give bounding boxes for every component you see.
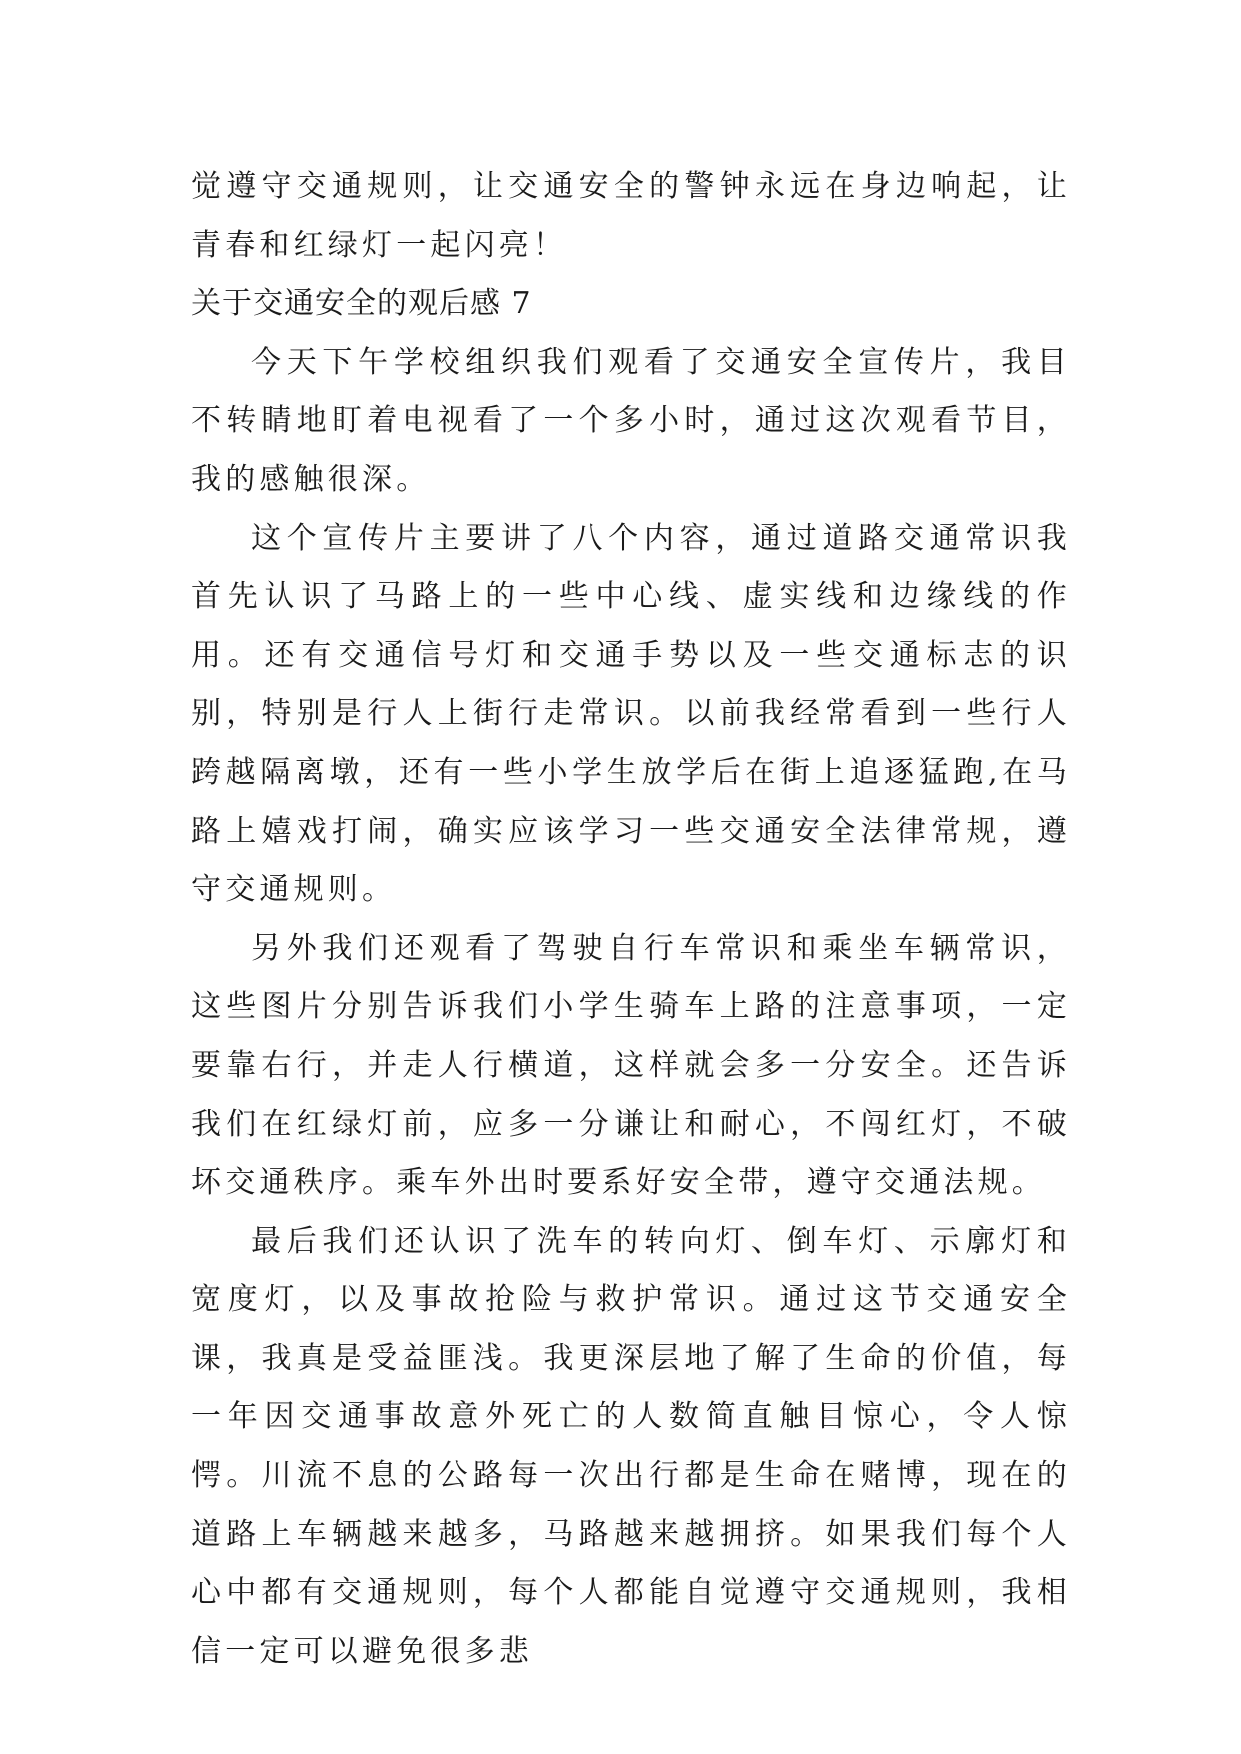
- paragraph-2: 这个宣传片主要讲了八个内容，通过道路交通常识我首先认识了马路上的一些中心线、虚实线和边缘线的作用。还有交通信号灯和交通手势以及一些交通标志的识别，特别是行人上街行走常识。以前我经常看到一些行人跨越隔离墩，还有一些小学生放学后在街上追逐猛跑,在马路上嬉戏打闹，确实应该学习一些交通安全法律常规，遵守交通规则。: [191, 520, 1071, 908]
- document-body: [191, 158, 1071, 1681]
- continued-paragraph: 觉遵守交通规则，让交通安全的警钟永远在身边响起，让青春和红绿灯一起闪亮！: [191, 169, 1071, 263]
- paragraph-3: 另外我们还观看了驾驶自行车常识和乘坐车辆常识，这些图片分别告诉我们小学生骑车上路的注意事项，一定要靠右行，并走人行横道，这样就会多一分安全。还告诉我们在红绿灯前，应多一分谦让和耐心，不闯红灯，不破坏交通秩序。乘车外出时要系好安全带，遵守交通法规。: [191, 930, 1071, 1201]
- paragraph-1: 今天下午学校组织我们观看了交通安全宣传片，我目不转睛地盯着电视看了一个多小时，通过这次观看节目，我的感触很深。: [191, 344, 1071, 497]
- section-title: 关于交通安全的观后感 7: [191, 286, 532, 322]
- paragraph-4: 最后我们还认识了洗车的转向灯、倒车灯、示廓灯和宽度灯，以及事故抢险与救护常识。通过这节交通安全课，我真是受益匪浅。我更深层地了解了生命的价值，每一年因交通事故意外死亡的人数简直触目惊心，令人惊愕。川流不息的公路每一次出行都是生命在赌博，现在的道路上车辆越来越多，马路越来越拥挤。如果我们每个人心中都有交通规则，每个人都能自觉遵守交通规则，我相信一定可以避免很多悲: [191, 1223, 1071, 1669]
